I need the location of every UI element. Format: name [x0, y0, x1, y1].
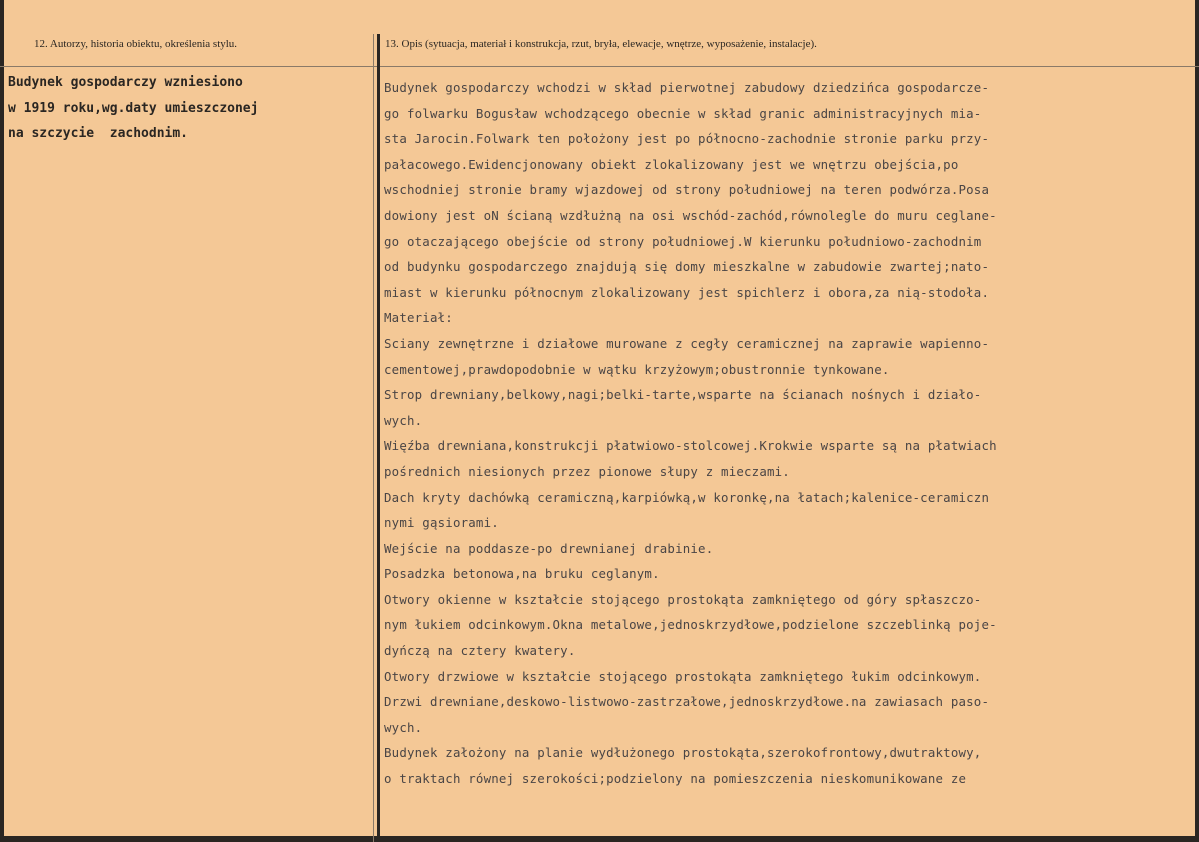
text-line: o traktach równej szerokości;podzielony na pomieszczenia nieskomunikowane ze — [384, 771, 967, 787]
text-line: sta Jarocin.Folwark ten położony jest po północno-zachodnie stronie parku przy- — [384, 131, 990, 147]
text-line: Otwory okienne w kształcie stojącego prostokąta zamkniętego od góry spłaszczo- — [384, 591, 982, 607]
text-line: Sciany zewnętrzne i działowe murowane z cegły ceramicznej na zaprawie wapienno- — [384, 335, 990, 351]
text-line: wych. — [384, 412, 423, 428]
text-line: pałacowego.Ewidencjonowany obiekt zlokalizowany jest we wnętrzu obejścia,po — [384, 156, 959, 172]
section-13-header: 13. Opis (sytuacja, materiał i konstrukcja, rzut, bryła, elewacje, wnętrze, wyposażenie, instalacje). — [385, 38, 817, 50]
text-line: Wejście na poddasze-po drewnianej drabinie. — [384, 540, 714, 556]
text-line: Otwory drzwiowe w kształcie stojącego prostokąta zamkniętego łukim odcinkowym. — [384, 668, 982, 684]
text-line: Więźba drewniana,konstrukcji płatwiowo-stolcowej.Krokwie wsparte są na płatwiach — [384, 438, 997, 454]
section-12-text — [8, 70, 368, 147]
text-line: go folwarku Bogusław wchodzącego obecnie w skład granic administracyjnych mia- — [384, 105, 982, 121]
header-divider — [0, 66, 1199, 67]
text-line: Materiał: — [384, 310, 453, 326]
text-line: od budynku gospodarczego znajdują się domy mieszkalne w zabudowie zwartej;nato- — [384, 259, 990, 275]
text-line: Budynek gospodarczy wzniesiono — [8, 75, 243, 90]
text-line: pośrednich niesionych przez pionowe słupy z mieczami. — [384, 463, 790, 479]
text-line: Strop drewniany,belkowy,nagi;belki-tarte,wsparte na ścianach nośnych i działo- — [384, 387, 982, 403]
text-line: go otaczającego obejście od strony południowej.W kierunku południowo-zachodnim — [384, 233, 982, 249]
card-edge-right — [1195, 0, 1199, 842]
text-line: nym łukiem odcinkowym.Okna metalowe,jednoskrzydłowe,podzielone szczeblinką poje- — [384, 617, 997, 633]
text-line: Posadzka betonowa,na bruku ceglanym. — [384, 566, 660, 582]
column-divider-thin — [373, 34, 374, 842]
card-edge-bottom — [0, 836, 1199, 842]
text-line: dyńczą na cztery kwatery. — [384, 643, 576, 659]
text-line: cementowej,prawdopodobnie w wątku krzyżowym;obustronnie tynkowane. — [384, 361, 890, 377]
text-line: Budynek gospodarczy wchodzi w skład pierwotnej zabudowy dziedzińca gospodarcze- — [384, 80, 990, 95]
text-line: Dach kryty dachówką ceramiczną,karpiówką,w koronkę,na łatach;kalenice-ceramiczn — [384, 489, 990, 505]
text-line: miast w kierunku północnym zlokalizowany jest spichlerz i obora,za nią-stodoła. — [384, 284, 990, 300]
text-line: nymi gąsiorami. — [384, 515, 499, 531]
section-13-text — [384, 75, 1190, 792]
text-line: dowiony jest oN ścianą wzdłużną na osi wschód-zachód,równolegle do muru ceglane- — [384, 207, 997, 223]
text-line: wych. — [384, 719, 423, 735]
text-line: Budynek założony na planie wydłużonego prostokąta,szerokofrontowy,dwutraktowy, — [384, 745, 982, 761]
text-line: na szczycie zachodnim. — [8, 126, 189, 141]
column-divider-thick — [377, 34, 380, 842]
text-line: Drzwi drewniane,deskowo-listwowo-zastrzałowe,jednoskrzydłowe.na zawiasach paso- — [384, 694, 990, 710]
text-line: wschodniej stronie bramy wjazdowej od strony południowej na teren podwórza.Posa — [384, 182, 990, 198]
section-12-header: 12. Autorzy, historia obiektu, określenia stylu. — [34, 38, 238, 50]
text-line: w 1919 roku,wg.daty umieszczonej — [8, 100, 259, 116]
card-edge-left — [0, 0, 4, 842]
